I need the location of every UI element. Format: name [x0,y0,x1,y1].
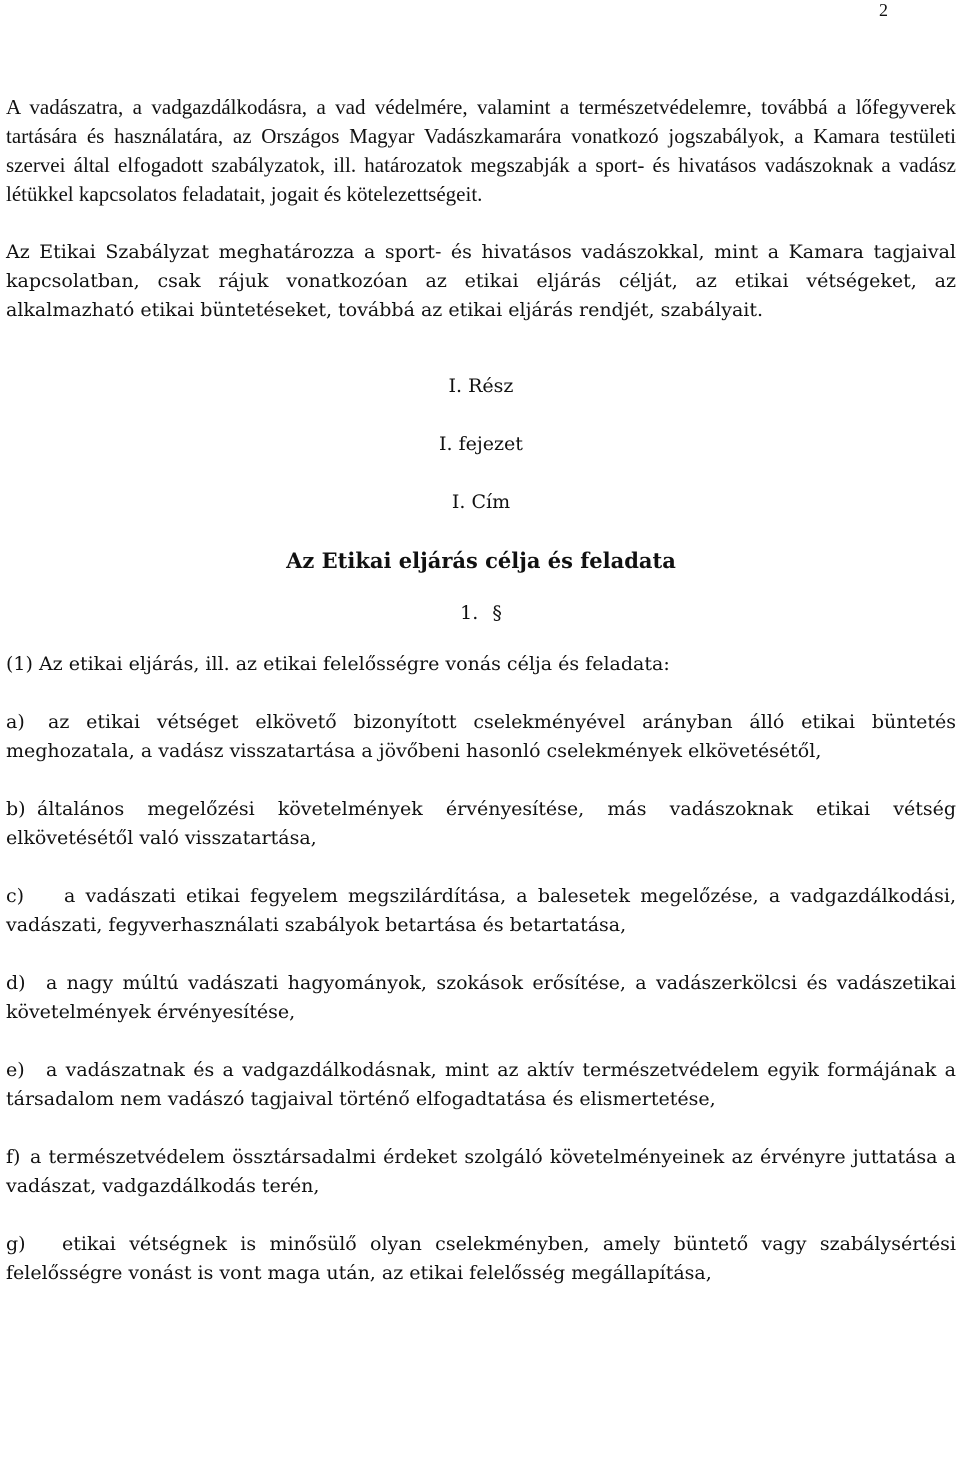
section-number [6,599,956,628]
document-body [6,93,956,1317]
list-item-c [6,882,956,940]
list-item-text: a vadászati etikai fegyelem megszilárdítása, a balesetek megelőzése, a vadgazdálkodási, vadászati, fegyverhasználati szabályok betartása és betartatása, [6,885,956,936]
part-heading: I. Rész [448,375,514,397]
list-item-label: b) [6,798,26,820]
list-item-text: általános megelőzési követelmények érvényesítése, más vadászoknak etikai vétség elkövetésétől való visszatartása, [6,798,956,849]
cim-heading: I. Cím [451,491,511,513]
list-item-a [6,708,956,766]
section-sign: § [492,602,502,624]
list-item-e [6,1056,956,1114]
list-item-text: a vadászatnak és a vadgazdálkodásnak, mint az aktív természetvédelem egyik formájának a társadalom nem vadászó tagjaival történő elfogadtatása és elismertetése, [6,1059,956,1110]
section-number-value: 1. [460,602,479,624]
section-title: Az Etikai eljárás célja és feladata [286,548,676,573]
page-number: 2 [879,0,888,20]
list-item-f [6,1143,956,1201]
list-item-d [6,969,956,1027]
list-item-text: a nagy múltú vadászati hagyományok, szokások erősítése, a vadászerkölcsi és vadászetikai követelmények érvényesítése, [6,972,956,1023]
list-item-b [6,795,956,853]
list-item-text: az etikai vétséget elkövető bizonyított cselekményével arányban álló etikai büntetés meghozatala, a vadász visszatartása a jövőbeni hasonló cselekmények elkövetésétől, [6,711,956,762]
heading-block [6,372,956,628]
list-item-g [6,1230,956,1288]
list-item-label: c) [6,885,25,907]
intro-paragraph-2: Az Etikai Szabályzat meghatározza a sport- és hivatásos vadászokkal, mint a Kamara tagjaival kapcsolatban, csak rájuk vonatkozóan az etikai eljárás célját, az etikai vétségeket, az alkalmazható etikai büntetéseket, továbbá az etikai eljárás rendjét, szabályait. [6,241,956,321]
section-intro: (1) Az etikai eljárás, ill. az etikai felelősségre vonás célja és feladata: [6,653,670,675]
list-item-label: d) [6,972,26,994]
chapter-heading: I. fejezet [439,433,523,455]
list-item-label: a) [6,711,25,733]
list-item-label: e) [6,1059,25,1081]
intro-paragraph-1: A vadászatra, a vadgazdálkodásra, a vad védelmére, valamint a természetvédelemre, továbbá a lőfegyverek tartására és használatára, az Országos Magyar Vadászkamarára vonatkozó jogszabályok, a Kamara testületi szervei által elfogadott szabályzatok, ill. határozatok megszabják a sport- és hivatásos vadászoknak a vadász létükkel kapcsolatos feladatait, jogait és kötelezettségeit. [6,95,956,206]
list-item-text: a természetvédelem össztársadalmi érdeket szolgáló követelményeinek az érvényre juttatása a vadászat, vadgazdálkodás terén, [6,1146,956,1197]
list-item-label: g) [6,1233,26,1255]
list-item-label: f) [6,1146,21,1168]
list-item-text: etikai vétségnek is minősülő olyan cselekményben, amely büntető vagy szabálysértési felelősségre vonást is vont maga után, az etikai felelősség megállapítása, [6,1233,956,1284]
